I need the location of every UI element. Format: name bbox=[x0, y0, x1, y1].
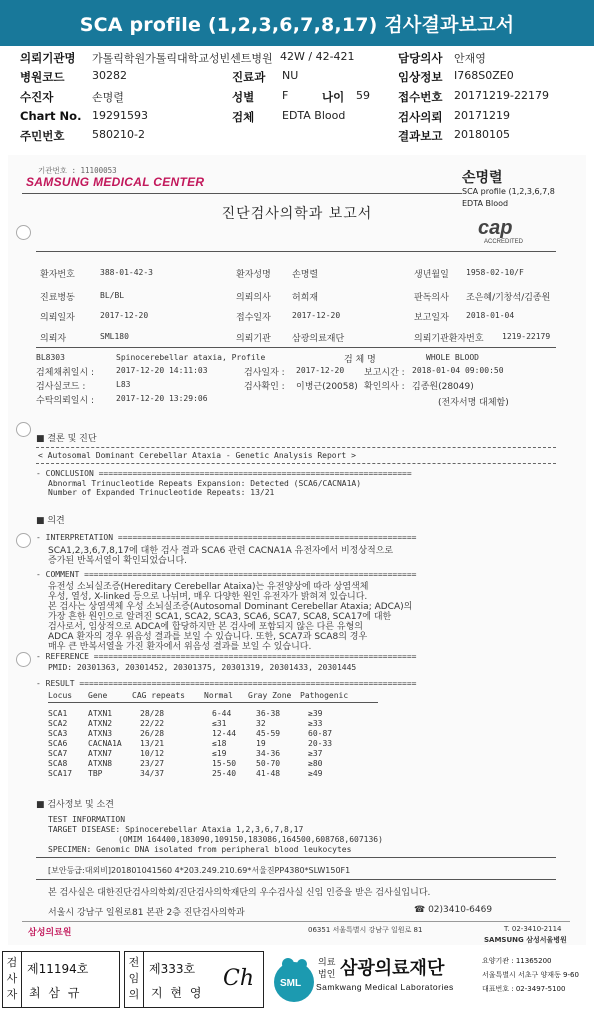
table-cell: ≤18 bbox=[212, 739, 227, 748]
divider bbox=[36, 857, 556, 858]
physician-stamp bbox=[124, 951, 264, 1008]
table-cell: 13/21 bbox=[140, 739, 165, 748]
label-request-date: 검사의뢰 bbox=[398, 110, 443, 124]
header-row bbox=[0, 128, 594, 146]
field-value: 2017-12-20 bbox=[296, 366, 345, 375]
lab-tel: ☎ 02)3410-6469 bbox=[414, 905, 493, 915]
physician-license: 제333호 bbox=[149, 962, 196, 976]
field-value: 손명렬 bbox=[292, 270, 319, 280]
value-department: NU bbox=[282, 69, 299, 82]
punch-hole bbox=[16, 422, 31, 437]
label-hospital-code: 병원코드 bbox=[20, 70, 65, 84]
table-cell: ≥37 bbox=[308, 749, 323, 758]
punch-hole bbox=[16, 533, 31, 548]
physician-name: 지 현 영 bbox=[151, 986, 204, 1000]
field-label: 접수일자 bbox=[236, 313, 271, 323]
field-label: 의뢰기관 bbox=[236, 334, 271, 344]
divider bbox=[36, 447, 556, 448]
table-cell: 15-50 bbox=[212, 759, 237, 768]
field-value: 2017-12-20 bbox=[100, 311, 149, 320]
test-name: Spinocerebellar ataxia, Profile bbox=[116, 353, 266, 362]
comment-line: 검사로서, 임상적으로 ADCA에 합당하지만 본 검사에 포함되지 않은 다른 유형의 bbox=[48, 622, 363, 632]
field-label: 환자성명 bbox=[236, 270, 271, 280]
field-value: 이병근(20058) bbox=[296, 382, 358, 392]
table-cell: 10/12 bbox=[140, 749, 165, 758]
field-label: 보고일자 bbox=[414, 313, 449, 323]
table-cell: 34-36 bbox=[256, 749, 281, 758]
value-specimen: EDTA Blood bbox=[282, 109, 346, 122]
label-sex: 성별 bbox=[232, 90, 255, 104]
certification-statement: 본 검사실은 대한진단검사의학회/진단검사의학재단의 우수검사실 신임 인증을 받은 검사실입니다. bbox=[48, 888, 431, 898]
table-cell: ≥80 bbox=[308, 759, 323, 768]
label-patient: 수진자 bbox=[20, 90, 54, 104]
field-value: 388-01-42-3 bbox=[100, 268, 153, 277]
comment-line: 가장 흔한 원인으로 알려진 SCA1, SCA2, SCA3, SCA6, SCA7, SCA8, SCA17에 대한 bbox=[48, 612, 392, 622]
value-hospital-code: 30282 bbox=[92, 69, 127, 82]
table-header: Locus bbox=[48, 691, 73, 700]
field-label: 보고시간 : bbox=[364, 368, 405, 378]
sml-address: 서울특별시 서초구 양재동 9-60 bbox=[482, 971, 579, 979]
table-cell: ≥39 bbox=[308, 709, 323, 718]
field-value: 2018-01-04 09:00:50 bbox=[412, 366, 504, 375]
bottom-address: 06351 서울특별시 강남구 일원로 81 bbox=[308, 926, 423, 934]
table-cell: 36-38 bbox=[256, 709, 281, 718]
examiner-name: 최 삼 규 bbox=[29, 986, 82, 1000]
table-header: Normal bbox=[204, 691, 233, 700]
comment-header: - COMMENT ===================================================================== bbox=[36, 570, 417, 579]
comment-line: 매우 큰 반복서열을 가진 환자에서 위음성 결과를 보일 수 있습니다. bbox=[48, 642, 312, 652]
label-char: 임 bbox=[128, 972, 140, 985]
field-value: 조은혜/기창석/김종원 bbox=[466, 293, 551, 303]
table-cell: SCA7 bbox=[48, 749, 68, 758]
value-request-date: 20171219 bbox=[454, 109, 510, 122]
field-value: 삼광의료재단 bbox=[292, 334, 345, 344]
field-label: 환자번호 bbox=[40, 270, 75, 280]
bottom-tel: T. 02-3410-2114 bbox=[504, 925, 562, 933]
field-value: BL/BL bbox=[100, 291, 125, 300]
examiner-label bbox=[3, 952, 22, 1007]
field-value: 1958-02-10/F bbox=[466, 268, 524, 277]
field-label: 의뢰의사 bbox=[236, 293, 271, 303]
test-code: BL8303 bbox=[36, 353, 65, 362]
label-age: 나이 bbox=[322, 90, 345, 104]
value-receipt-no: 20171219-22179 bbox=[454, 89, 549, 102]
table-cell: 22/22 bbox=[140, 719, 165, 728]
table-cell: SCA3 bbox=[48, 729, 68, 738]
field-label: 의뢰기관환자번호 bbox=[414, 334, 484, 344]
table-cell: 34/37 bbox=[140, 769, 165, 778]
label-department: 진료과 bbox=[232, 70, 266, 84]
sml-phone: 대표번호 : 02-3497-5100 bbox=[482, 985, 566, 993]
table-header: CAG repeats bbox=[132, 691, 185, 700]
scanned-report bbox=[8, 155, 586, 945]
accredited-text: ACCREDITED bbox=[484, 239, 524, 245]
label-chart-no: Chart No. bbox=[20, 109, 82, 123]
table-cell: 45-59 bbox=[256, 729, 281, 738]
signature-note: (전자서명 대체함) bbox=[438, 398, 509, 408]
field-value: SML180 bbox=[100, 332, 129, 341]
field-label: 검사실코드 : bbox=[36, 382, 86, 392]
punch-hole bbox=[16, 652, 31, 667]
table-cell: ATXN1 bbox=[88, 709, 113, 718]
table-cell: 19 bbox=[256, 739, 266, 748]
field-value: 2017-12-20 14:11:03 bbox=[116, 366, 208, 375]
samsung-medical-center-logo: SAMSUNG MEDICAL CENTER bbox=[26, 175, 205, 189]
divider bbox=[22, 921, 570, 922]
divider bbox=[36, 879, 556, 880]
result-header: - RESULT ====================================================================== bbox=[36, 679, 417, 688]
label-char: 사 bbox=[6, 972, 18, 985]
value-resident-no: 580210-2 bbox=[92, 128, 145, 141]
header-row bbox=[0, 69, 594, 87]
field-label: 수탁의뢰일시 : bbox=[36, 396, 95, 406]
table-cell: ≤19 bbox=[212, 749, 227, 758]
specimen-name-label: 검 체 명 bbox=[344, 355, 376, 365]
report-profile: SCA profile (1,2,3,6,7,8 bbox=[462, 187, 555, 196]
field-label: 의뢰일자 bbox=[40, 313, 75, 323]
value-sex: F bbox=[282, 89, 289, 102]
table-cell: 20-33 bbox=[308, 739, 333, 748]
samsung-hospital-logo: SAMSUNG 삼성서울병원 bbox=[484, 936, 567, 944]
field-label: 검사확인 : bbox=[244, 382, 285, 392]
table-header: Gray Zone bbox=[248, 691, 292, 700]
field-label: 생년월일 bbox=[414, 270, 449, 280]
table-cell: 60-87 bbox=[308, 729, 333, 738]
table-cell: ATXN2 bbox=[88, 719, 113, 728]
label-clinical-info: 임상정보 bbox=[398, 70, 443, 84]
conclusion-line-2: Number of Expanded Trinucleotide Repeats: 13/21 bbox=[48, 488, 275, 497]
section-opinion: ■ 의견 bbox=[36, 516, 65, 526]
table-header: Pathogenic bbox=[300, 691, 349, 700]
divider bbox=[36, 251, 556, 252]
header-row bbox=[0, 89, 594, 107]
test-info-header: TEST INFORMATION bbox=[48, 815, 126, 824]
lab-address: 서울시 강남구 일원로81 본관 2층 진단검사의학과 bbox=[48, 908, 245, 918]
table-cell: ATXN8 bbox=[88, 759, 113, 768]
comment-line: 본 검사는 상염색체 우성 소뇌실조증(Autosomal Dominant Cerebellar Ataxia; ADCA)의 bbox=[48, 602, 413, 612]
reference-pmids: PMID: 20301363, 20301452, 20301375, 20301319, 20301433, 20301445 bbox=[48, 663, 357, 672]
report-heading: 진단검사의학과 보고서 bbox=[221, 206, 373, 222]
table-cell: 32 bbox=[256, 719, 266, 728]
label-specimen: 검체 bbox=[232, 110, 255, 124]
table-cell: 28/28 bbox=[140, 709, 165, 718]
divider bbox=[36, 463, 556, 464]
value-requesting-org: 가톨릭학원가톨릭대학교성빈센트병원 bbox=[92, 52, 273, 65]
signature-footer bbox=[0, 948, 594, 1011]
label-requesting-org: 의뢰기관명 bbox=[20, 51, 76, 65]
table-cell: ATXN7 bbox=[88, 749, 113, 758]
label-char: 의 bbox=[128, 988, 140, 1001]
sml-name: 삼광의료재단 bbox=[340, 958, 445, 979]
table-cell: 50-70 bbox=[256, 759, 281, 768]
target-disease: TARGET DISEASE: Spinocerebellar Ataxia 1,2,3,6,7,8,17 bbox=[48, 825, 304, 834]
table-cell: ATXN3 bbox=[88, 729, 113, 738]
conclusion-header: - CONCLUSION ================================================================= bbox=[36, 469, 412, 478]
table-cell: SCA8 bbox=[48, 759, 68, 768]
label-char: 검 bbox=[6, 956, 18, 969]
sml-logo-text: SML bbox=[280, 978, 302, 989]
label-resident-no: 주민번호 bbox=[20, 129, 65, 143]
label-receipt-no: 접수번호 bbox=[398, 90, 443, 104]
report-specimen: EDTA Blood bbox=[462, 199, 509, 208]
value-age: 59 bbox=[356, 89, 370, 102]
table-cell: ≥49 bbox=[308, 769, 323, 778]
security-line: [보안등급:대외비]201801041560 4*203.249.210.69*서울진PP4380*SLW150F1 bbox=[48, 866, 351, 875]
header-row bbox=[0, 50, 594, 68]
cap-wordmark: cap bbox=[478, 217, 513, 239]
divider bbox=[22, 193, 462, 194]
table-cell: CACNA1A bbox=[88, 739, 122, 748]
interpretation-line-1: SCA1,2,3,6,7,8,17에 대한 검사 결과 SCA6 관련 CACNA1A 유전자에서 비정상적으로 bbox=[48, 546, 394, 556]
punch-hole bbox=[16, 225, 31, 240]
institution-number: 기관번호 : 11100053 bbox=[38, 166, 117, 175]
interpretation-line-2: 증가된 반복서열이 확인되었습니다. bbox=[48, 556, 187, 566]
section-result: ■ 결론 및 진단 bbox=[36, 434, 97, 444]
field-label: 의뢰자 bbox=[40, 334, 67, 344]
field-value: L83 bbox=[116, 380, 131, 389]
table-cell: SCA1 bbox=[48, 709, 68, 718]
table-cell: TBP bbox=[88, 769, 103, 778]
conclusion-line-1: Abnormal Trinucleotide Repeats Expansion: Detected (SCA6/CACNA1A) bbox=[48, 479, 362, 488]
value-chart-no: 19291593 bbox=[92, 109, 148, 122]
label-char: 전 bbox=[128, 956, 140, 969]
samsung-medical-logo: 삼성의료원 bbox=[28, 928, 72, 938]
table-cell: 26/28 bbox=[140, 729, 165, 738]
field-label: 확인의사 : bbox=[364, 382, 405, 392]
table-cell: SCA2 bbox=[48, 719, 68, 728]
report-title: SCA profile (1,2,3,6,7,8,17) 검사결과보고서 bbox=[0, 0, 594, 46]
patient-header bbox=[0, 50, 594, 148]
sml-english-name: Samkwang Medical Laboratories bbox=[316, 982, 454, 992]
sml-corp-2: 법인 bbox=[318, 970, 336, 980]
label-doctor: 담당의사 bbox=[398, 51, 443, 65]
physician-signature: Ch bbox=[223, 966, 255, 991]
report-name-line: < Autosomal Dominant Cerebellar Ataxia - Genetic Analysis Report > bbox=[38, 451, 356, 460]
sml-corp-1: 의료 bbox=[318, 958, 336, 968]
examiner-stamp bbox=[2, 951, 120, 1008]
value-doctor: 안재영 bbox=[454, 52, 486, 65]
table-cell: 41-48 bbox=[256, 769, 281, 778]
table-divider bbox=[48, 702, 378, 703]
field-value: 허희재 bbox=[292, 293, 319, 303]
table-header: Gene bbox=[88, 691, 108, 700]
field-value: 2018-01-04 bbox=[466, 311, 515, 320]
specimen-detail: SPECIMEN: Genomic DNA isolated from peripheral blood leukocytes bbox=[48, 845, 352, 854]
label-report-date: 결과보고 bbox=[398, 129, 443, 143]
table-cell: 6-44 bbox=[212, 709, 232, 718]
examiner-license: 제11194호 bbox=[27, 962, 89, 976]
table-cell: ≥33 bbox=[308, 719, 323, 728]
value-ward: 42W / 42-421 bbox=[280, 50, 355, 63]
comment-line: 우성, 열성, X-linked 등으로 나뉘며, 매우 다양한 원인 유전자가 밝혀져 있습니다. bbox=[48, 592, 368, 602]
physician-label bbox=[125, 952, 144, 1007]
sml-logo bbox=[266, 952, 324, 1006]
field-value: 1219-22179 bbox=[502, 332, 551, 341]
value-patient: 손명렬 bbox=[92, 91, 124, 104]
field-value: 2017-12-20 13:29:06 bbox=[116, 394, 208, 403]
table-cell: 25-40 bbox=[212, 769, 237, 778]
table-cell: SCA17 bbox=[48, 769, 73, 778]
comment-line: ADCA 환자의 경우 위음성 결과를 보일 수 있습니다. 또한, SCA7과 SCA8의 경우 bbox=[48, 632, 368, 642]
field-value: 2017-12-20 bbox=[292, 311, 341, 320]
omim-list: (OMIM 164400,183090,109150,183086,164500,608768,607136) bbox=[118, 835, 383, 844]
field-label: 판독의사 bbox=[414, 293, 449, 303]
table-cell: SCA6 bbox=[48, 739, 68, 748]
report-patient-name: 손명렬 bbox=[462, 170, 503, 186]
divider bbox=[36, 347, 556, 348]
field-label: 진료병동 bbox=[40, 293, 75, 303]
header-row bbox=[0, 109, 594, 127]
specimen-name-value: WHOLE BLOOD bbox=[426, 353, 479, 362]
interpretation-header: - INTERPRETATION ============================================================== bbox=[36, 533, 417, 542]
comment-line: 유전성 소뇌실조증(Hereditary Cerebellar Ataixa)는 유전양상에 따라 상염색체 bbox=[48, 582, 369, 592]
table-cell: ≤31 bbox=[212, 719, 227, 728]
label-char: 자 bbox=[6, 988, 18, 1001]
field-label: 검사일자 : bbox=[244, 368, 285, 378]
section-test-info: ■ 검사정보 및 소견 bbox=[36, 800, 114, 810]
reference-header: - REFERENCE =================================================================== bbox=[36, 652, 417, 661]
field-value: 김종원(28049) bbox=[412, 382, 474, 392]
table-cell: 12-44 bbox=[212, 729, 237, 738]
table-cell: 23/27 bbox=[140, 759, 165, 768]
value-clinical-info: I768S0ZE0 bbox=[454, 69, 514, 82]
field-label: 검체채취일시 : bbox=[36, 368, 95, 378]
value-report-date: 20180105 bbox=[454, 128, 510, 141]
sml-institution-code: 요양기관 : 11365200 bbox=[482, 957, 552, 965]
vertical-id-strip bbox=[8, 795, 16, 915]
